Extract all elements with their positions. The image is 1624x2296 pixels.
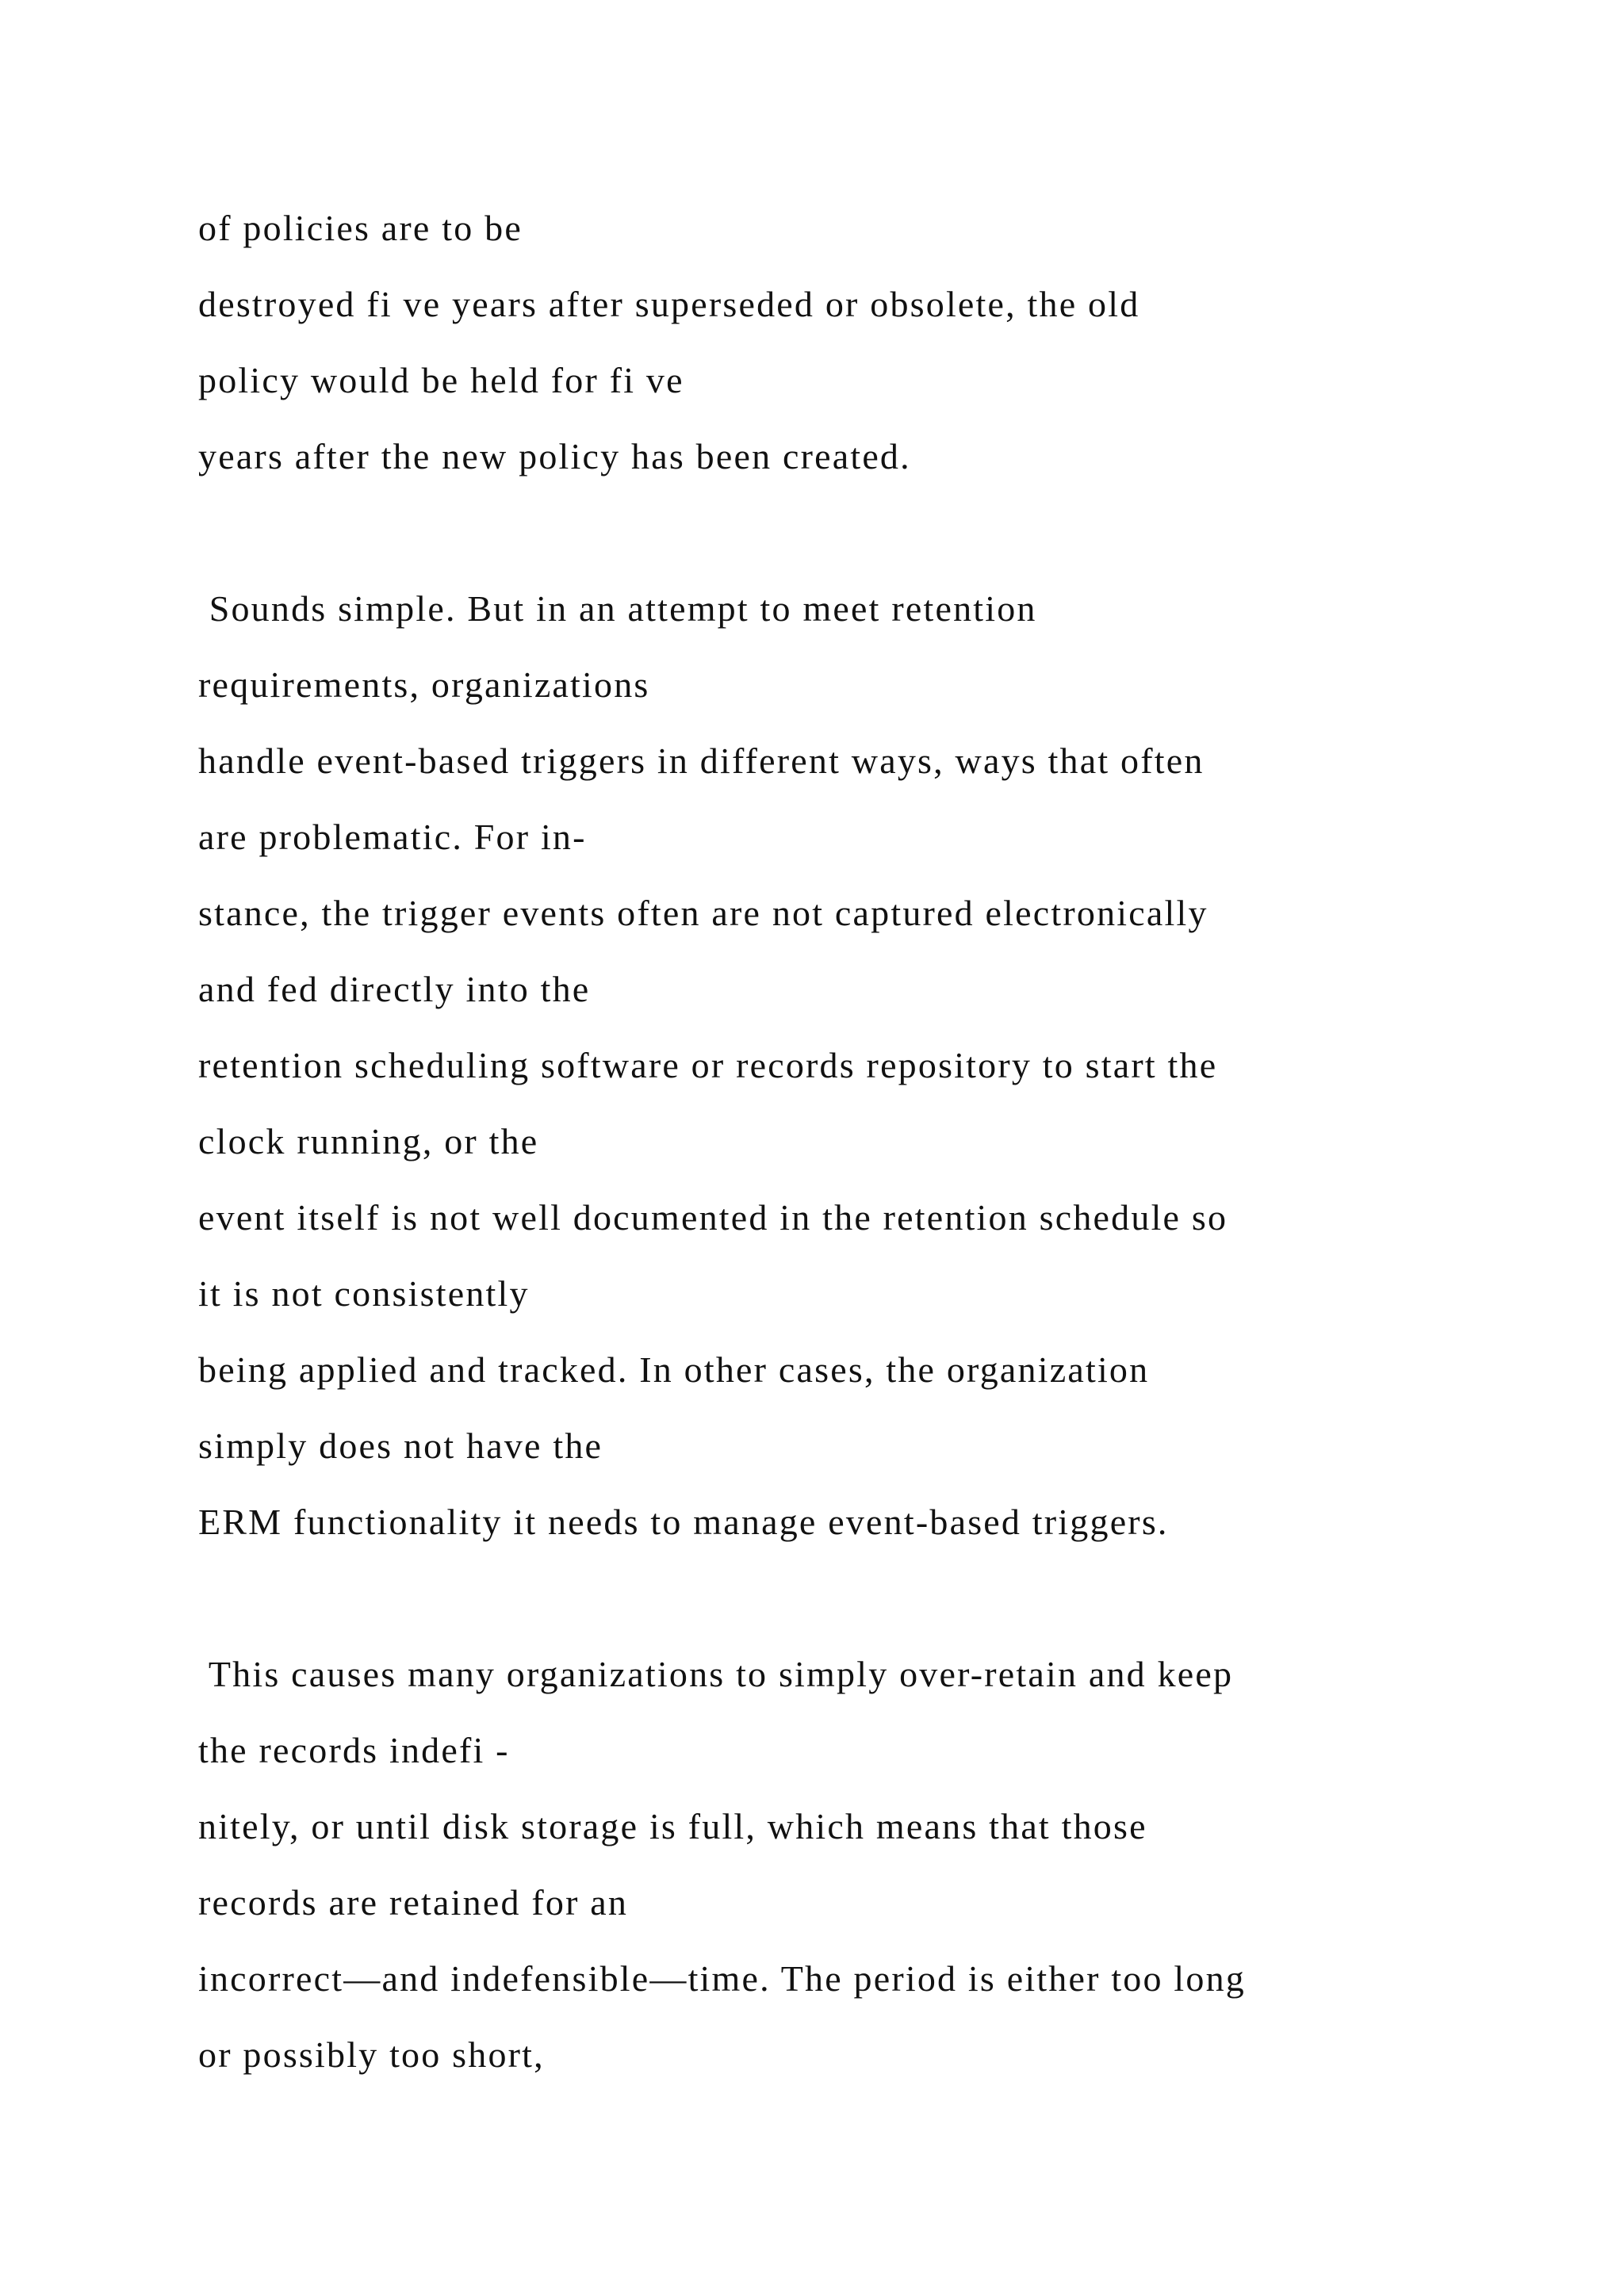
text-line: clock running, or the	[198, 1121, 539, 1161]
text-line: event itself is not well documented in the retention schedule so	[198, 1197, 1228, 1238]
text-line: are problematic. For in-	[198, 817, 587, 857]
text-line: simply does not have the	[198, 1425, 603, 1466]
text-line: incorrect—and indefensible—time. The period is either too long	[198, 1958, 1246, 1999]
paragraph-spacer	[198, 495, 1546, 571]
text-line: being applied and tracked. In other cases, the organization	[198, 1349, 1150, 1390]
text-line: nitely, or until disk storage is full, which means that those	[198, 1806, 1147, 1846]
paragraph	[198, 190, 1546, 495]
text-line: and fed directly into the	[198, 969, 591, 1009]
text-line: This causes many organizations to simply over-retain and keep	[198, 1654, 1234, 1694]
text-line: of policies are to be	[198, 208, 523, 248]
text-line: it is not consistently	[198, 1273, 530, 1314]
text-line: policy would be held for fi ve	[198, 360, 684, 400]
text-line: the records indefi -	[198, 1730, 510, 1770]
text-line: records are retained for an	[198, 1882, 629, 1923]
text-line: requirements, organizations	[198, 664, 650, 705]
paragraph-spacer	[198, 1560, 1546, 1636]
text-line: retention scheduling software or records repository to start the	[198, 1045, 1218, 1085]
text-line: Sounds simple. But in an attempt to meet retention	[198, 588, 1037, 629]
paragraph	[198, 1636, 1546, 2093]
text-line: years after the new policy has been created.	[198, 436, 911, 476]
text-line: ERM functionality it needs to manage event-based triggers.	[198, 1502, 1169, 1542]
text-line: destroyed fi ve years after superseded or obsolete, the old	[198, 284, 1140, 324]
text-line: stance, the trigger events often are not captured electronically	[198, 893, 1208, 933]
paragraph	[198, 571, 1546, 1560]
text-line: or possibly too short,	[198, 2034, 545, 2075]
body-text	[198, 190, 1546, 2093]
text-line: handle event-based triggers in different ways, ways that often	[198, 740, 1205, 781]
